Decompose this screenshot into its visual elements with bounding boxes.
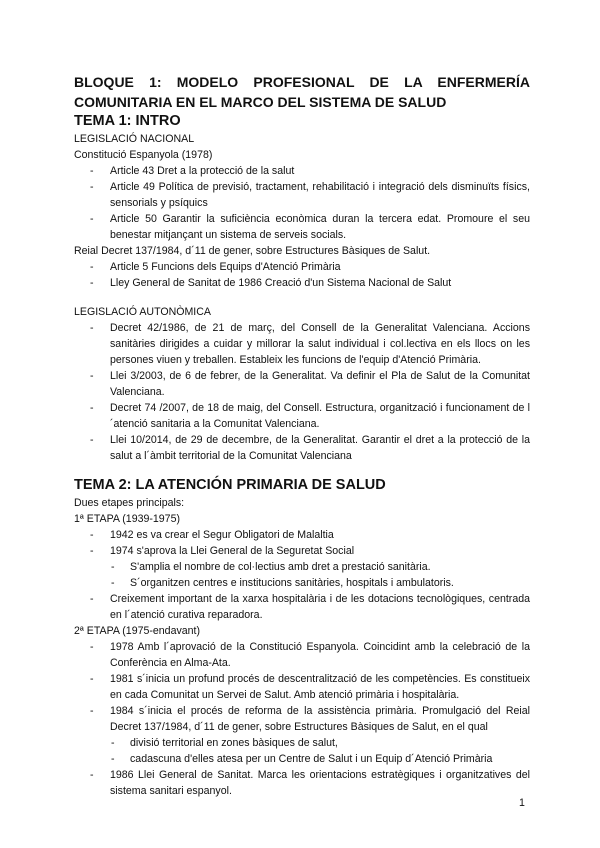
document-page — [74, 72, 530, 799]
list-item: - Article 5 Funcions dels Equips d'Atenció Primària — [74, 259, 530, 275]
list-item: - Decret 42/1986, de 21 de març, del Consell de la Generalitat Valenciana. Accions sanitàries dirigides a cuidar y millorar la salut individual i col.lectiva en els llocs on les persones viuen y treballen. Estableix les funcions de l'equip d'Atenció Primària. — [74, 320, 530, 368]
etapa2-list — [74, 639, 530, 799]
etapa2-title: 2ª ETAPA (1975-endavant) — [74, 625, 201, 637]
list-item: - Llei 10/2014, de 29 de decembre, de la Generalitat. Garantir el dret a la protecció de la salut a l´àmbit territorial de la Comunitat Valenciana — [74, 432, 530, 464]
list-item: - Article 43 Dret a la protecció de la salut — [74, 163, 530, 179]
nacional-title: LEGISLACIÓ NACIONAL — [74, 133, 195, 145]
list-item: - Llei 3/2003, de 6 de febrer, de la Generalitat. Va definir el Pla de Salut de la Comunitat Valenciana. — [74, 368, 530, 400]
list-item: - 1978 Amb l´aprovació de la Constitució Espanyola. Coincidint amb la celebració de la Conferència en Alma-Ata. — [74, 639, 530, 671]
tema1-heading: TEMA 1: INTRO — [74, 113, 181, 129]
sub-list-item: - S'amplia el nombre de col·lectius amb dret a prestació sanitària. — [110, 559, 530, 575]
list-item: - Creixement important de la xarxa hospitalària i de les dotacions tecnològiques, centrada en l´atenció curativa reparadora. — [74, 591, 530, 623]
decret-list — [74, 259, 530, 291]
list-item: - Article 50 Garantir la suficiència econòmica duran la tercera edat. Promoure el seu benestar mitjançant un sistema de serveis socials. — [74, 211, 530, 243]
list-item: - Decret 74 /2007, de 18 de maig, del Consell. Estructura, organització i funcionament de l´atenció sanitaria a la Comunitat Valenciana. — [74, 400, 530, 432]
sub-list-item: - S´organitzen centres e institucions sanitàries, hospitals i ambulatoris. — [110, 575, 530, 591]
autonomica-title: LEGISLACIÓ AUTONÒMICA — [74, 306, 211, 318]
list-item: - Article 49 Política de previsió, tractament, rehabilitació i integració dels disminuïts físics, sensorials y psíquics — [74, 179, 530, 211]
list-item: - Lley General de Sanitat de 1986 Creació d'un Sistema Nacional de Salut — [74, 275, 530, 291]
autonomica-list — [74, 320, 530, 464]
list-item: - 1984 s´inicia el procés de reforma de la assistència primària. Promulgació del Reial Decret 137/1984, d´11 de gener, sobre Estructures Bàsiques de Salut, en el qual - divisió territorial en zones bàsiques de salut, - cadascuna d'elles atesa per un Centre de Salut i un Equip d´Atenció Primària — [74, 703, 530, 767]
list-item: - 1981 s´inicia un profund procés de descentralització de les competències. Es constitueix en cada Comunitat un Servei de Salut. Amb atenció primària i hospitalària. — [74, 671, 530, 703]
etapa1-list — [74, 527, 530, 623]
etapa1-sublist — [110, 559, 530, 591]
list-item: - 1986 Llei General de Sanitat. Marca les orientacions estratègiques i organitzatives del sistema sanitari espanyol. — [74, 767, 530, 799]
tema2-intro: Dues etapes principals: — [74, 497, 185, 509]
tema2-heading: TEMA 2: LA ATENCIÓN PRIMARIA DE SALUD — [74, 477, 386, 493]
constitucio-line: Constitució Espanyola (1978) — [74, 149, 213, 161]
constitucio-list — [74, 163, 530, 243]
list-item: - 1974 s'aprova la Llei General de la Seguretat Social - S'amplia el nombre de col·lectius amb dret a prestació sanitària. - S´organitzen centres e institucions sanitàries, hospitals i ambulatoris. — [74, 543, 530, 591]
list-item: - 1942 es va crear el Segur Obligatori de Malaltia — [74, 527, 530, 543]
page-number: 1 — [519, 797, 525, 809]
decret-line: Reial Decret 137/1984, d´11 de gener, sobre Estructures Bàsiques de Salut. — [74, 245, 431, 257]
sub-list-item: - divisió territorial en zones bàsiques de salut, — [110, 735, 530, 751]
etapa2-sublist — [110, 735, 530, 767]
bloque-heading: BLOQUE 1: MODELO PROFESIONAL DE LA ENFERMERÍA COMUNITARIA EN EL MARCO DEL SISTEMA DE SALUD — [74, 74, 530, 110]
etapa1-title: 1ª ETAPA (1939-1975) — [74, 513, 180, 525]
sub-list-item: - cadascuna d'elles atesa per un Centre de Salut i un Equip d´Atenció Primària — [110, 751, 530, 767]
